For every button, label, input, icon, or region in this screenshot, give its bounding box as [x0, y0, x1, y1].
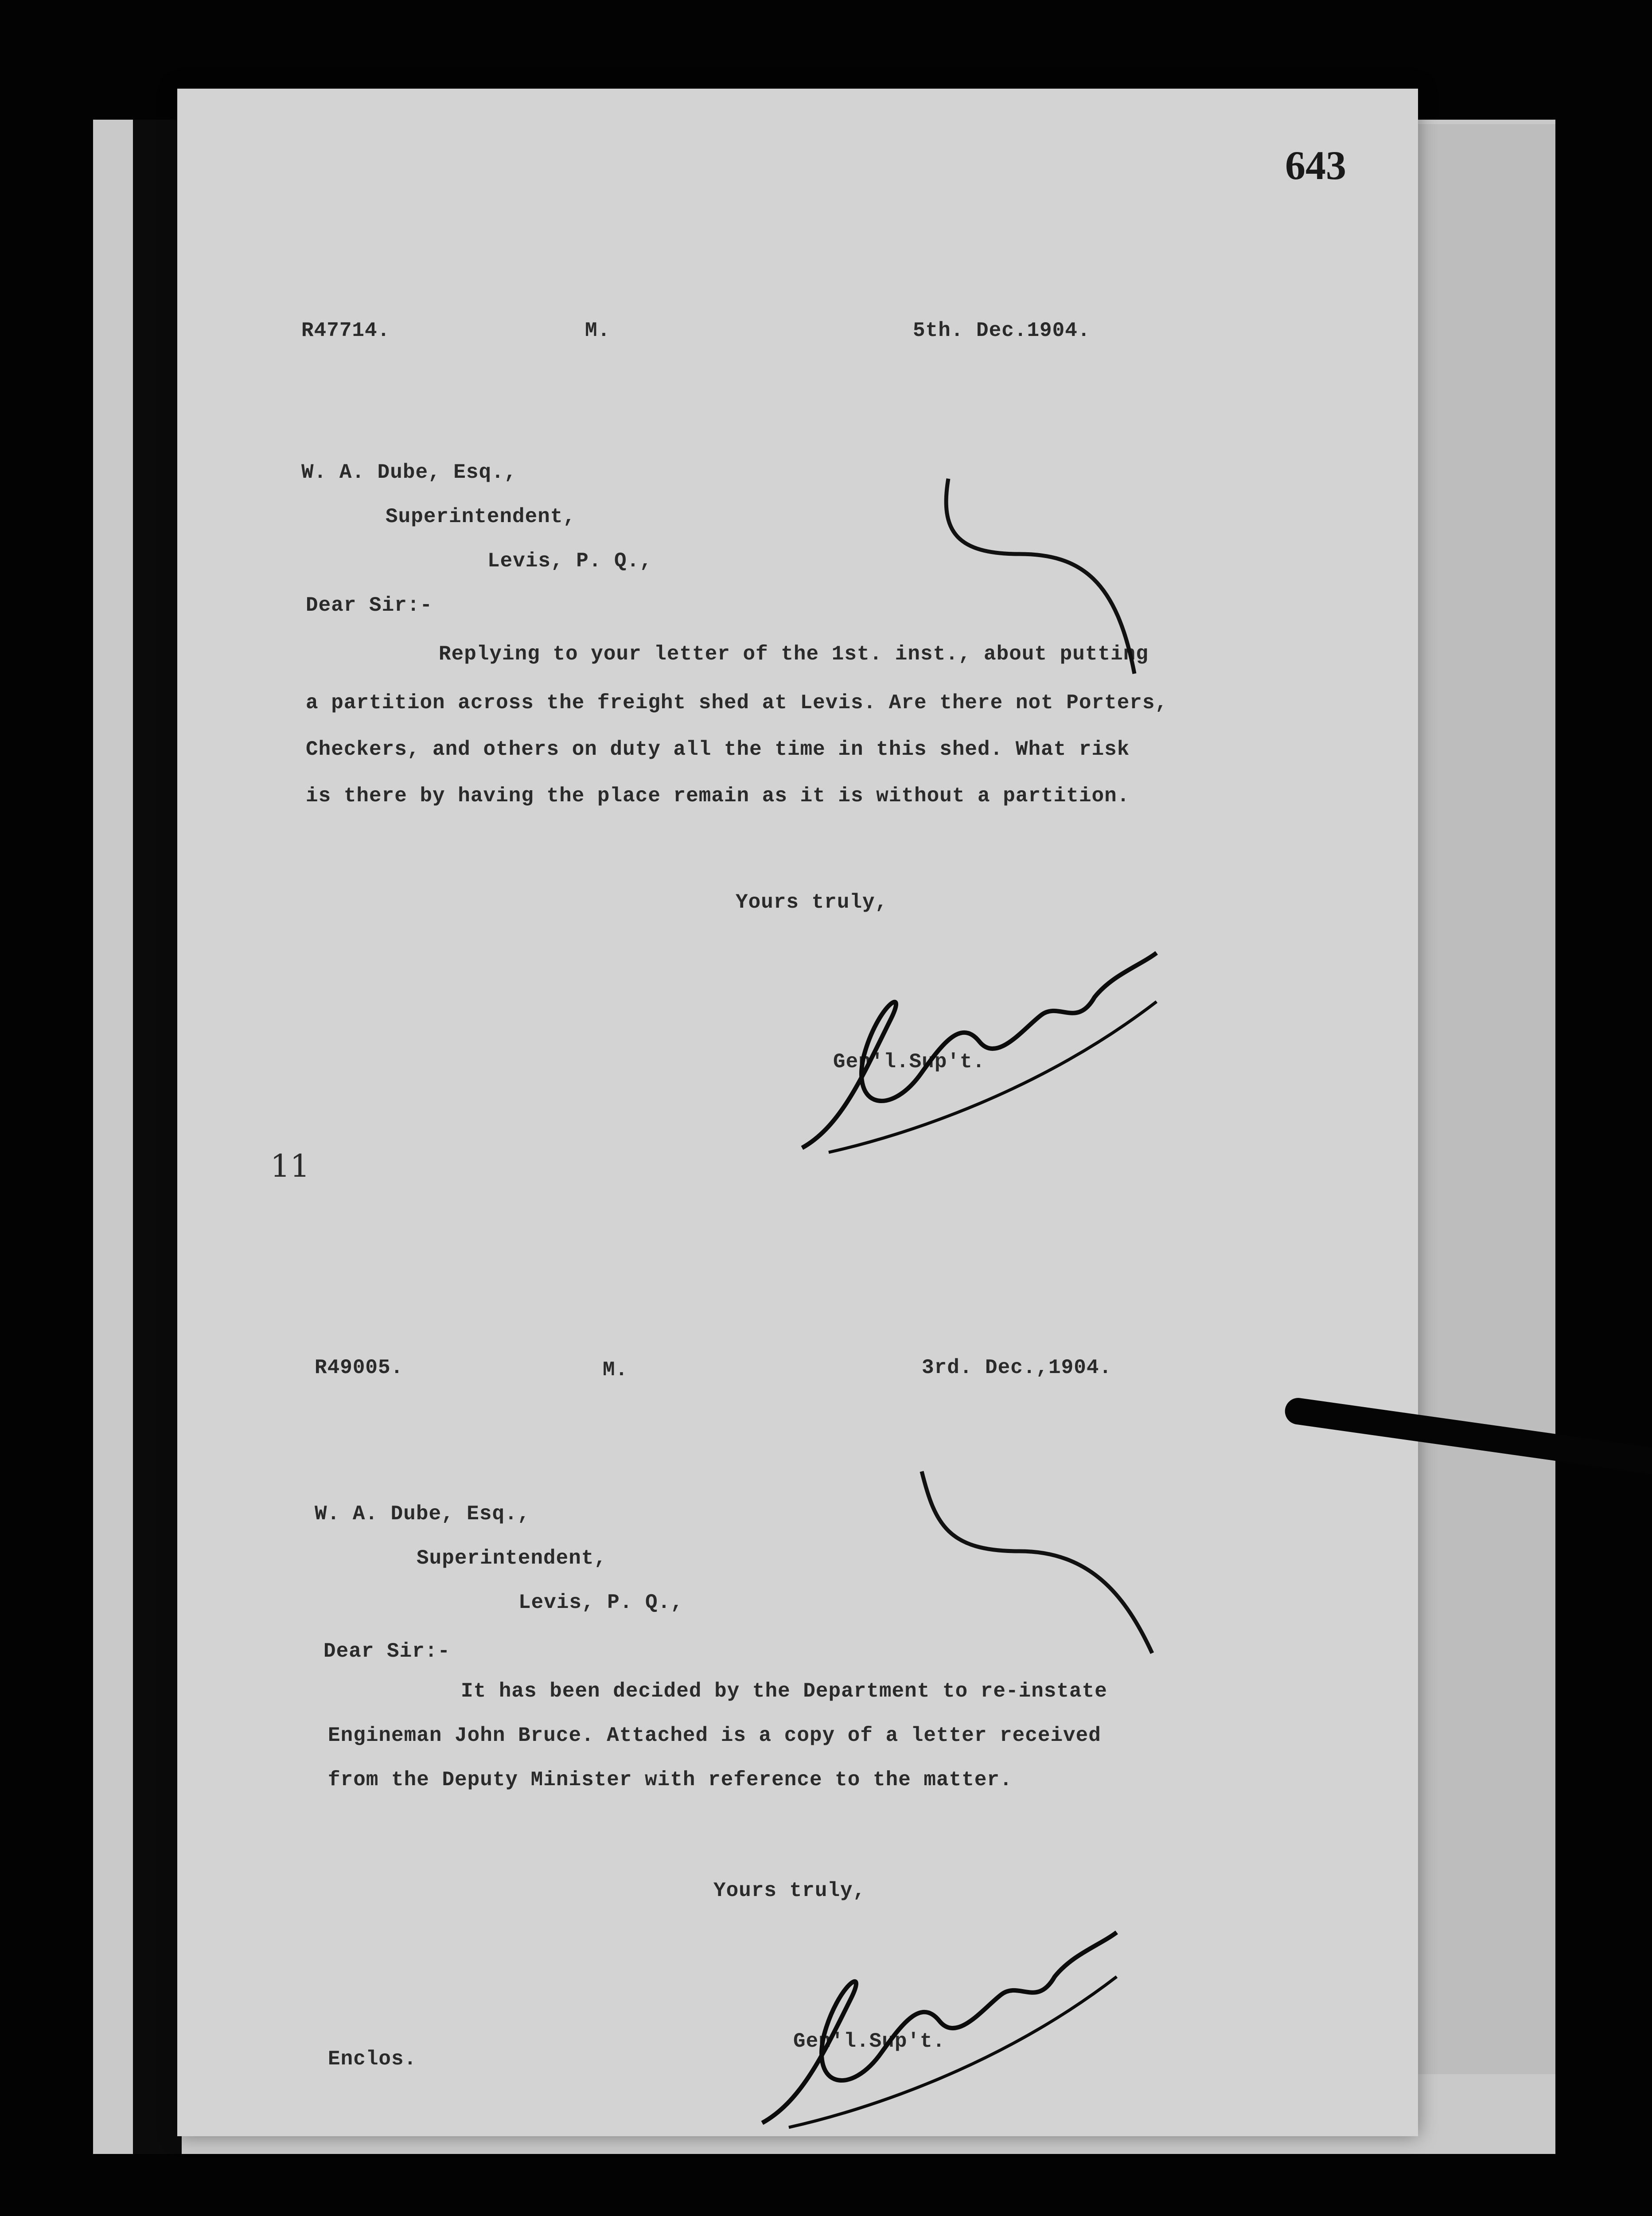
body-line: a partition across the freight shed at Levis. Are there not Porters,	[306, 691, 1168, 714]
pencil-mark-2	[904, 1463, 1170, 1662]
book-spine	[133, 120, 182, 2154]
letter-ref: R47714.	[301, 319, 390, 342]
closing: Yours truly,	[736, 891, 888, 914]
signature-2	[736, 1919, 1134, 2150]
letter-initial: M.	[585, 319, 611, 342]
body-line: Engineman John Bruce. Attached is a copy of a letter received	[328, 1724, 1101, 1747]
margin-mark: 11	[270, 1148, 310, 1184]
letter-ref: R49005.	[315, 1356, 404, 1379]
body-line: from the Deputy Minister with reference to the matter.	[328, 1768, 1013, 1791]
signer-title: Gen'l.Sup't.	[833, 1050, 986, 1073]
page-number: 643	[1285, 143, 1346, 188]
addressee-title: Superintendent,	[386, 505, 576, 528]
letter-date: 5th. Dec.1904.	[913, 319, 1091, 342]
addressee: W. A. Dube, Esq.,	[315, 1502, 530, 1525]
body-line: Checkers, and others on duty all the time in this shed. What risk	[306, 738, 1130, 761]
addressee: W. A. Dube, Esq.,	[301, 461, 517, 484]
salutation: Dear Sir:-	[306, 594, 433, 617]
closing: Yours truly,	[713, 1879, 866, 1902]
letterbook-page	[177, 89, 1418, 2136]
enclosure-note: Enclos.	[328, 2048, 417, 2071]
body-line: Replying to your letter of the 1st. inst., about putting	[439, 643, 1149, 666]
addressee-location: Levis, P. Q.,	[518, 1591, 683, 1614]
letter-initial: M.	[603, 1358, 628, 1381]
signer-title: Gen'l.Sup't.	[793, 2030, 946, 2053]
pencil-mark-1	[931, 465, 1152, 678]
salutation: Dear Sir:-	[323, 1640, 451, 1663]
letter-date: 3rd. Dec.,1904.	[922, 1356, 1112, 1379]
body-line: is there by having the place remain as it is without a partition.	[306, 784, 1130, 808]
signature-1	[775, 940, 1174, 1170]
body-line: It has been decided by the Department to re-instate	[461, 1680, 1107, 1703]
addressee-location: Levis, P. Q.,	[487, 550, 652, 573]
addressee-title: Superintendent,	[417, 1547, 607, 1570]
